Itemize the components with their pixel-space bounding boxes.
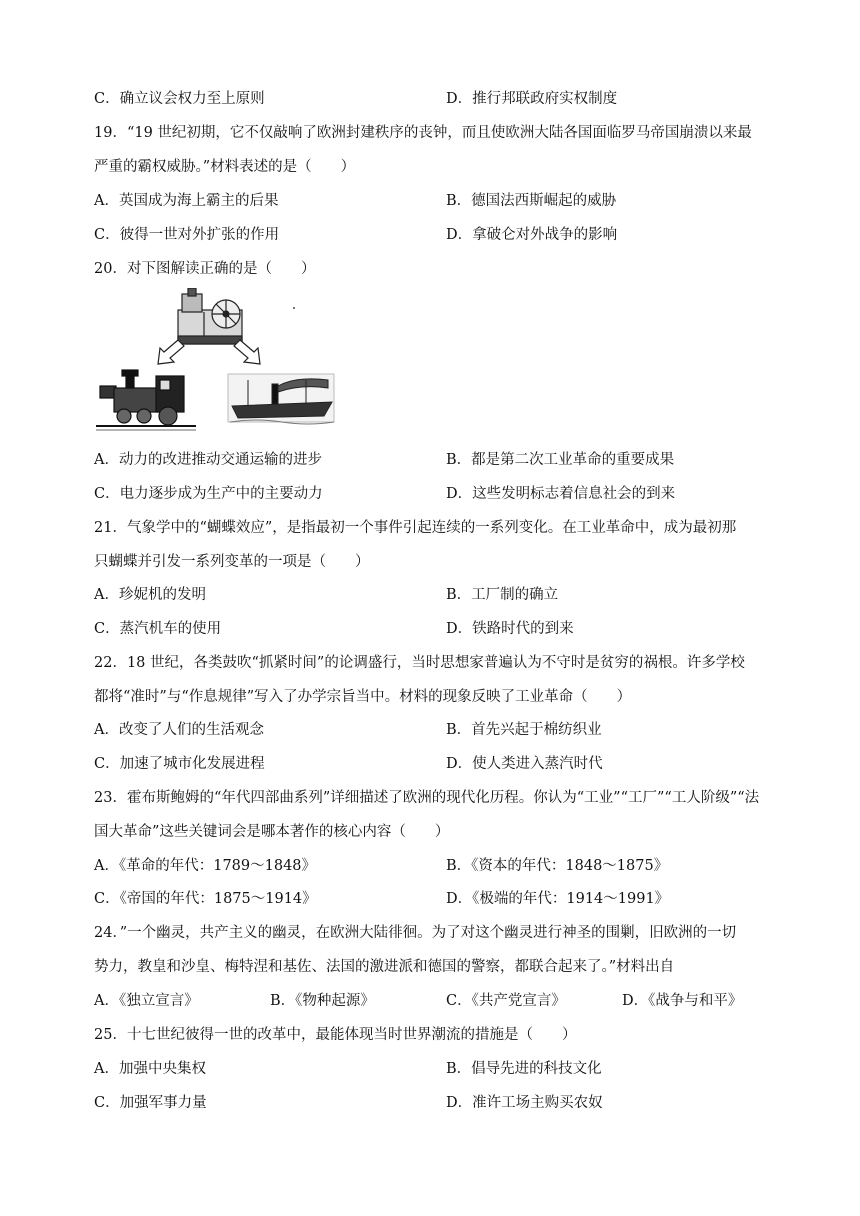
q23-stem-line1: 23．霍布斯鲍姆的“年代四部曲系列”详细描述了欧洲的现代化历程。你认为“工业”“工厂”“工人阶级”“法 xyxy=(94,790,760,806)
q25-option-a: A．加强中央集权 xyxy=(94,1061,206,1077)
q22-stem-line1: 22．18 世纪，各类鼓吹“抓紧时间”的论调盛行，当时思想家普遍认为不守时是贫穷的祸根。许多学校 xyxy=(94,655,745,671)
steam-locomotive-icon xyxy=(96,370,196,430)
q22-option-d: D．使人类进入蒸汽时代 xyxy=(446,756,603,772)
q24-stem-line2: 势力，教皇和沙皇、梅特涅和基佐、法国的激进派和德国的警察，都联合起来了。”材料出自 xyxy=(94,959,675,975)
q21-option-a: A．珍妮机的发明 xyxy=(94,587,206,603)
q22-option-b: B．首先兴起于棉纺织业 xyxy=(446,722,602,738)
q22-option-a: A．改变了人们的生活观念 xyxy=(94,722,264,738)
q22-stem-line2: 都将“准时”与“作息规律”写入了办学宗旨当中。材料的现象反映了工业革命（ ） xyxy=(94,689,632,705)
steam-inventions-figure xyxy=(96,288,346,438)
q25-option-b: B．倡导先进的科技文化 xyxy=(446,1061,602,1077)
q21-option-b: B．工厂制的确立 xyxy=(446,587,559,603)
q21-option-c: C．蒸汽机车的使用 xyxy=(94,621,222,637)
q23-option-a: A．《革命的年代：1789～1848》 xyxy=(94,858,317,874)
figure-svg xyxy=(96,288,346,438)
q21-option-d: D．铁路时代的到来 xyxy=(446,621,574,637)
q19-option-a: A．英国成为海上霸主的后果 xyxy=(94,193,279,209)
q24-option-a: A．《独立宣言》 xyxy=(94,993,199,1009)
q20-option-d: D．这些发明标志着信息社会的到来 xyxy=(446,486,676,502)
q20-option-a: A．动力的改进推动交通运输的进步 xyxy=(94,452,322,468)
q23-option-b: B．《资本的年代：1848～1875》 xyxy=(446,858,669,874)
q20-option-b: B．都是第二次工业革命的重要成果 xyxy=(446,452,675,468)
q19-stem-line1: 19．“19 世纪初期，它不仅敲响了欧洲封建秩序的丧钟，而且使欧洲大陆各国面临罗马帝国崩溃以来最 xyxy=(94,125,752,141)
q25-stem: 25．十七世纪彼得一世的改革中，最能体现当时世界潮流的措施是（ ） xyxy=(94,1027,577,1043)
q24-option-c: C．《共产党宣言》 xyxy=(446,993,566,1009)
q23-option-d: D．《极端的年代：1914～1991》 xyxy=(446,891,670,907)
arrow-down-left-icon xyxy=(158,340,184,364)
q23-option-c: C．《帝国的年代：1875～1914》 xyxy=(94,891,317,907)
q19-option-d: D．拿破仑对外战争的影响 xyxy=(446,227,618,243)
q19-option-c: C．彼得一世对外扩张的作用 xyxy=(94,227,280,243)
q20-stem: 20．对下图解读正确的是（ ） xyxy=(94,261,316,277)
q22-option-c: C．加速了城市化发展进程 xyxy=(94,756,265,772)
q18-option-d: D．推行邦联政府实权制度 xyxy=(446,91,618,107)
q25-option-c: C．加强军事力量 xyxy=(94,1095,207,1111)
arrow-down-right-icon xyxy=(234,340,260,364)
q25-option-d: D．准许工场主购买农奴 xyxy=(446,1095,603,1111)
q20-option-c: C．电力逐步成为生产中的主要动力 xyxy=(94,486,323,502)
q24-stem-line1: 24．”一个幽灵，共产主义的幽灵，在欧洲大陆徘徊。为了对这个幽灵进行神圣的围剿，旧欧洲的一切 xyxy=(94,925,737,941)
q19-option-b: B．德国法西斯崛起的威胁 xyxy=(446,193,617,209)
q21-stem-line1: 21．气象学中的“蝴蝶效应”，是指最初一个事件引起连续的一系列变化。在工业革命中，成为最初那 xyxy=(94,520,737,536)
steam-engine-icon xyxy=(178,288,242,344)
q18-option-c: C．确立议会权力至上原则 xyxy=(94,91,265,107)
steamship-icon xyxy=(228,374,334,424)
q21-stem-line2: 只蝴蝶并引发一系列变革的一项是（ ） xyxy=(94,554,370,570)
q24-option-b: B．《物种起源》 xyxy=(270,993,375,1009)
q24-option-d: D．《战争与和平》 xyxy=(622,993,743,1009)
q19-stem-line2: 严重的霸权威胁。”材料表述的是（ ） xyxy=(94,159,356,175)
q23-stem-line2: 国大革命”这些关键词会是哪本著作的核心内容（ ） xyxy=(94,824,450,840)
speck-mark xyxy=(293,307,295,309)
